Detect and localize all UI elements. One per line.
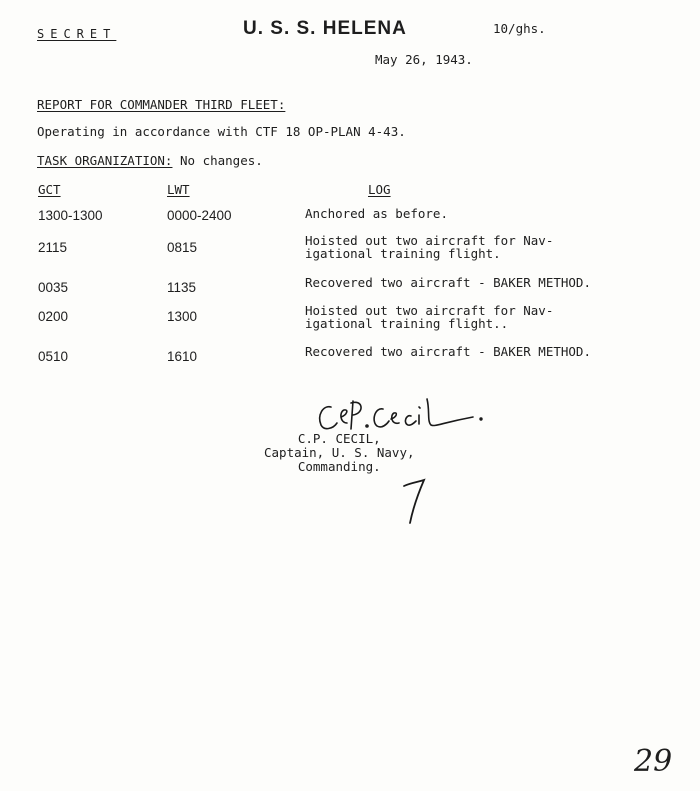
signer-rank: Captain, U. S. Navy, bbox=[264, 445, 415, 460]
row-lwt: 0815 bbox=[167, 240, 198, 255]
row-lwt: 0000-2400 bbox=[167, 208, 232, 223]
header-gct: GCT bbox=[38, 182, 61, 197]
report-title: REPORT FOR COMMANDER THIRD FLEET: bbox=[37, 97, 286, 112]
row-gct: 0035 bbox=[38, 280, 69, 295]
row-log: Recovered two aircraft - BAKER METHOD. bbox=[305, 344, 591, 359]
classification-label: SECRET bbox=[37, 27, 117, 41]
handwritten-mark bbox=[400, 478, 430, 526]
row-gct: 0200 bbox=[38, 309, 69, 324]
task-organization bbox=[37, 153, 263, 168]
row-lwt: 1300 bbox=[167, 309, 198, 324]
row-lwt: 1610 bbox=[167, 349, 198, 364]
row-gct: 0510 bbox=[38, 349, 69, 364]
reference-code: 10/ghs. bbox=[493, 21, 546, 36]
row-log: Hoisted out two aircraft for Nav- igational training flight.. bbox=[305, 303, 554, 331]
header-log: LOG bbox=[368, 182, 391, 197]
row-log: Recovered two aircraft - BAKER METHOD. bbox=[305, 275, 591, 290]
operating-statement: Operating in accordance with CTF 18 OP-PLAN 4-43. bbox=[37, 124, 406, 139]
row-log: Hoisted out two aircraft for Nav- igational training flight. bbox=[305, 233, 554, 261]
row-gct: 1300-1300 bbox=[38, 208, 103, 223]
ship-name: U. S. S. HELENA bbox=[243, 18, 407, 39]
signer-name: C.P. CECIL, bbox=[297, 431, 381, 446]
task-organization-value: No changes. bbox=[180, 153, 263, 168]
signature-block bbox=[264, 432, 415, 474]
row-gct: 2115 bbox=[38, 240, 68, 255]
task-organization-label: TASK ORGANIZATION: bbox=[37, 153, 173, 168]
header-lwt: LWT bbox=[167, 182, 190, 197]
row-lwt: 1135 bbox=[167, 280, 197, 295]
page-number: 29 bbox=[634, 744, 673, 779]
row-log: Anchored as before. bbox=[305, 206, 448, 221]
report-date: May 26, 1943. bbox=[375, 52, 473, 67]
signer-role: Commanding. bbox=[297, 459, 381, 474]
